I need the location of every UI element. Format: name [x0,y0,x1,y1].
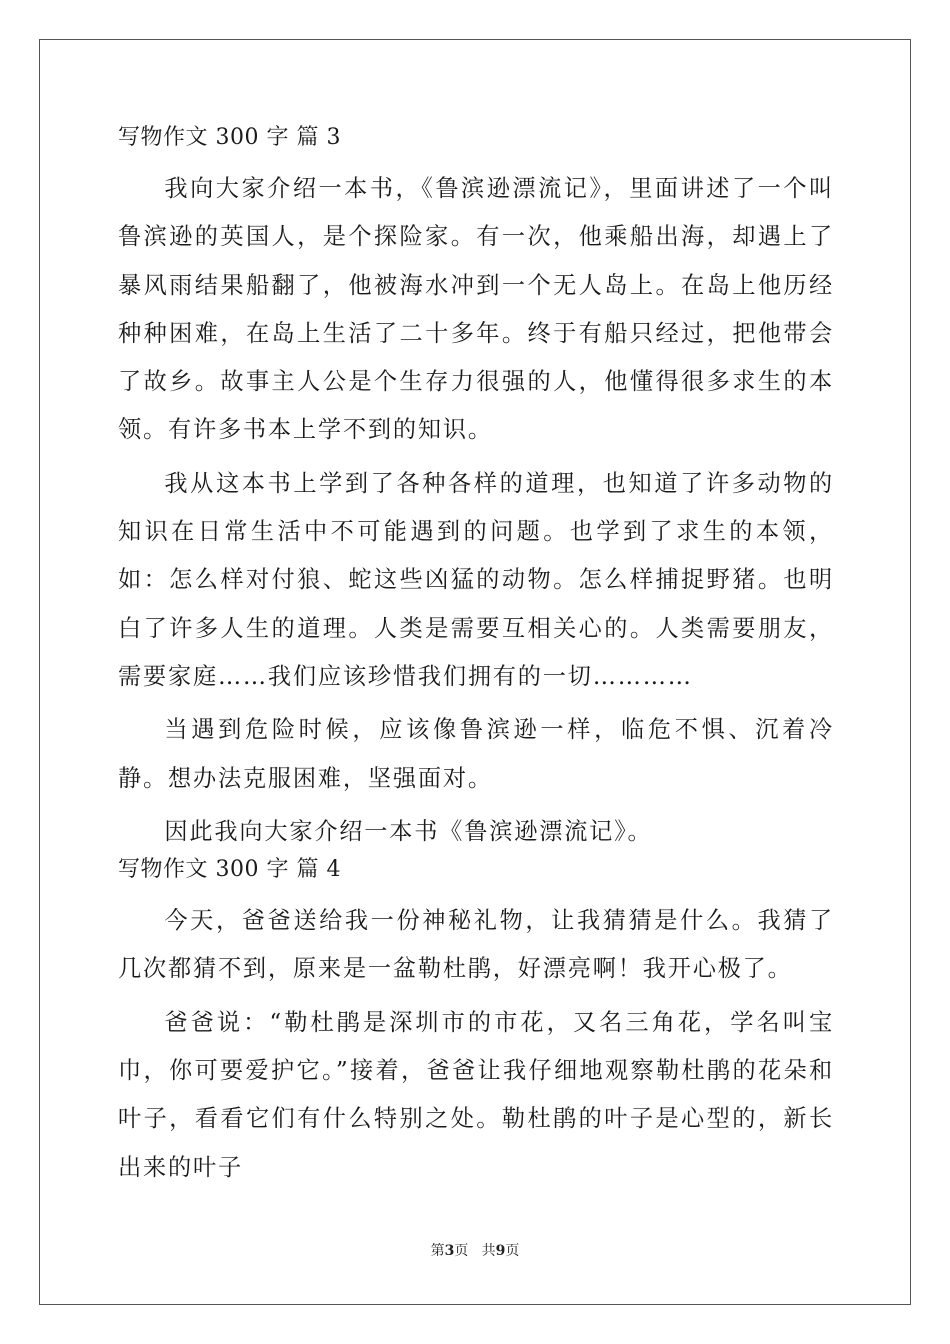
page-footer [0,1242,950,1260]
current-page-number: 3 [444,1243,455,1259]
section-heading-3: 写物作文 300 字 篇 3 [118,125,341,150]
paragraph: 爸爸说：“勒杜鹃是深圳市的市花，又名三角花，学名叫宝巾，你可要爱护它。”接着，爸爸让我仔细地观察勒杜鹃的花朵和叶子，看看它们有什么特别之处。勒杜鹃的叶子是心型的，新长出来的叶子 [118,1008,834,1181]
footer-prefix: 第 [430,1243,445,1259]
document-body [118,124,834,1192]
footer-middle: 页 共 [454,1243,496,1259]
paragraph: 当遇到危险时候，应该像鲁滨逊一样，临危不惧、沉着冷静。想办法克服困难，坚强面对。 [118,716,834,792]
paragraph: 我从这本书上学到了各种各样的道理，也知道了许多动物的知识在日常生活中不可能遇到的问题。也学到了求生的本领，如：怎么样对付狼、蛇这些凶猛的动物。怎么样捕捉野猪。也明白了许多人生的道理。人类是需要互相关心的。人类需要朋友，需要家庭……我们应该珍惜我们拥有的一切………… [118,469,834,690]
paragraph: 因此我向大家介绍一本书《鲁滨逊漂流记》。 [164,817,653,845]
total-page-number: 9 [495,1243,506,1259]
paragraph: 今天，爸爸送给我一份神秘礼物，让我猜猜是什么。我猜了几次都猜不到，原来是一盆勒杜鹃，好漂亮啊！我开心极了。 [118,907,834,983]
paragraph: 我向大家介绍一本书，《鲁滨逊漂流记》，里面讲述了一个叫鲁滨逊的英国人，是个探险家。有一次，他乘船出海，却遇上了暴风雨结果船翻了，他被海水冲到一个无人岛上。在岛上他历经种种困难，在岛上生活了二十多年。终于有船只经过，把他带会了故乡。故事主人公是个生存力很强的人，他懂得很多求生的本领。有许多书本上学不到的知识。 [118,175,834,444]
footer-suffix: 页 [505,1243,520,1259]
section-heading-4: 写物作文 300 字 篇 4 [118,857,341,883]
